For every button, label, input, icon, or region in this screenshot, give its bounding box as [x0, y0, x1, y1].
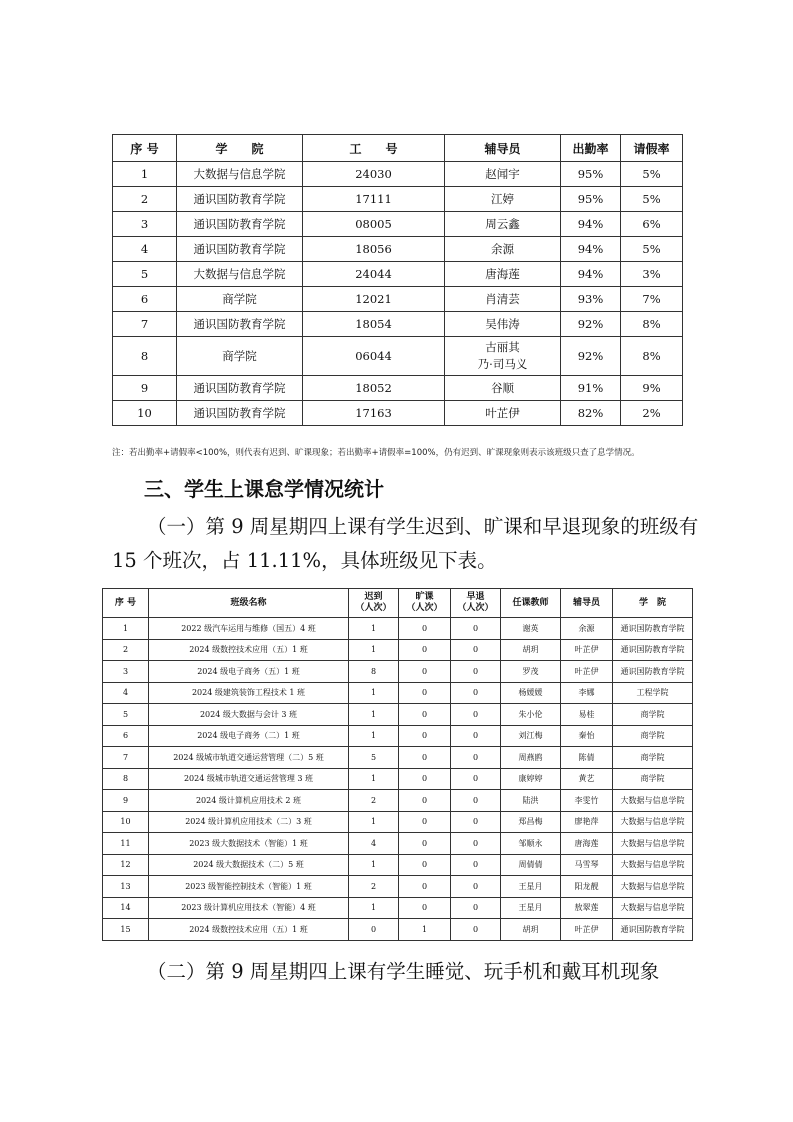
table-row — [103, 661, 693, 683]
cell-early-leave: 0 — [451, 897, 501, 919]
cell-college: 通识国防教育学院 — [177, 376, 303, 401]
header-counselor: 辅导员 — [445, 135, 561, 162]
cell-attendance-rate: 93% — [561, 287, 621, 312]
cell-attendance-rate: 95% — [561, 162, 621, 187]
cell-index: 9 — [113, 376, 177, 401]
cell-index: 2 — [103, 639, 149, 661]
cell-early-leave: 0 — [451, 747, 501, 769]
cell-counselor: 江婷 — [445, 187, 561, 212]
cell-counselor: 余源 — [445, 237, 561, 262]
cell-late: 1 — [349, 618, 399, 640]
table-row — [103, 919, 693, 941]
cell-absent: 0 — [399, 639, 451, 661]
cell-absent: 0 — [399, 704, 451, 726]
cell-staff-id: 08005 — [303, 212, 445, 237]
cell-counselor: 吴伟涛 — [445, 312, 561, 337]
cell-early-leave: 0 — [451, 768, 501, 790]
cell-college: 通识国防教育学院 — [613, 639, 693, 661]
cell-teacher: 罗茂 — [501, 661, 561, 683]
cell-counselor: 易桂 — [561, 704, 613, 726]
cell-leave-rate: 3% — [621, 262, 683, 287]
table-header-row — [113, 135, 683, 162]
cell-index: 13 — [103, 876, 149, 898]
cell-teacher: 王星月 — [501, 876, 561, 898]
cell-college: 大数据与信息学院 — [177, 162, 303, 187]
cell-college: 工程学院 — [613, 682, 693, 704]
cell-early-leave: 0 — [451, 854, 501, 876]
cell-counselor: 廖艳萍 — [561, 811, 613, 833]
cell-class-name: 2024 级数控技术应用（五）1 班 — [149, 919, 349, 941]
cell-late: 2 — [349, 790, 399, 812]
cell-early-leave: 0 — [451, 704, 501, 726]
cell-staff-id: 18054 — [303, 312, 445, 337]
cell-late: 1 — [349, 854, 399, 876]
cell-teacher: 陆洪 — [501, 790, 561, 812]
table-row — [103, 747, 693, 769]
table-row — [113, 287, 683, 312]
cell-index: 6 — [113, 287, 177, 312]
cell-index: 7 — [113, 312, 177, 337]
cell-absent: 0 — [399, 790, 451, 812]
cell-counselor: 赵闻宇 — [445, 162, 561, 187]
header-index: 序 号 — [103, 589, 149, 618]
cell-absent: 0 — [399, 876, 451, 898]
cell-index: 15 — [103, 919, 149, 941]
cell-counselor: 敖翠莲 — [561, 897, 613, 919]
cell-leave-rate: 5% — [621, 162, 683, 187]
cell-counselor: 余源 — [561, 618, 613, 640]
cell-index: 10 — [113, 401, 177, 426]
cell-leave-rate: 8% — [621, 312, 683, 337]
cell-teacher: 刘江梅 — [501, 725, 561, 747]
table-row — [103, 725, 693, 747]
cell-absent: 0 — [399, 897, 451, 919]
cell-counselor: 李雯竹 — [561, 790, 613, 812]
cell-staff-id: 18052 — [303, 376, 445, 401]
paragraph-sleeping-phones: （二）第 9 周星期四上课有学生睡觉、玩手机和戴耳机现象 — [147, 960, 660, 983]
cell-class-name: 2024 级大数据技术（二）5 班 — [149, 854, 349, 876]
header-late: 迟到 （人次） — [349, 589, 399, 618]
cell-attendance-rate: 95% — [561, 187, 621, 212]
cell-class-name: 2024 级大数据与会计 3 班 — [149, 704, 349, 726]
cell-attendance-rate: 94% — [561, 237, 621, 262]
cell-leave-rate: 5% — [621, 237, 683, 262]
cell-counselor: 唐海莲 — [561, 833, 613, 855]
cell-class-name: 2024 级建筑装饰工程技术 1 班 — [149, 682, 349, 704]
table-row — [113, 376, 683, 401]
cell-staff-id: 24044 — [303, 262, 445, 287]
paragraph-late-absence: （一）第 9 周星期四上课有学生迟到、旷课和早退现象的班级有 15 个班次，占 11.11%，具体班级见下表。 — [112, 515, 699, 572]
cell-late: 1 — [349, 811, 399, 833]
cell-leave-rate: 9% — [621, 376, 683, 401]
cell-teacher: 杨媛媛 — [501, 682, 561, 704]
cell-absent: 0 — [399, 682, 451, 704]
cell-attendance-rate: 94% — [561, 212, 621, 237]
cell-absent: 0 — [399, 811, 451, 833]
cell-index: 7 — [103, 747, 149, 769]
cell-index: 2 — [113, 187, 177, 212]
cell-staff-id: 17111 — [303, 187, 445, 212]
cell-counselor: 唐海莲 — [445, 262, 561, 287]
cell-counselor — [445, 337, 561, 376]
header-college: 学 院 — [613, 589, 693, 618]
cell-college: 通识国防教育学院 — [177, 212, 303, 237]
table-row — [103, 897, 693, 919]
table-row — [113, 312, 683, 337]
table-row — [113, 237, 683, 262]
table-row — [103, 790, 693, 812]
cell-attendance-rate: 92% — [561, 337, 621, 376]
cell-late: 1 — [349, 897, 399, 919]
cell-index: 1 — [103, 618, 149, 640]
cell-college: 大数据与信息学院 — [177, 262, 303, 287]
cell-class-name: 2024 级电子商务（五）1 班 — [149, 661, 349, 683]
cell-staff-id: 24030 — [303, 162, 445, 187]
cell-counselor: 叶芷伊 — [561, 661, 613, 683]
cell-college: 商学院 — [177, 337, 303, 376]
table-row — [103, 833, 693, 855]
header-attendance-rate: 出勤率 — [561, 135, 621, 162]
cell-teacher: 郑昌梅 — [501, 811, 561, 833]
cell-text: 古丽其 乃·司马义 — [477, 340, 528, 371]
cell-late: 4 — [349, 833, 399, 855]
cell-teacher: 王星月 — [501, 897, 561, 919]
section-heading: 三、学生上课怠学情况统计 — [144, 477, 384, 501]
cell-college: 通识国防教育学院 — [613, 661, 693, 683]
table-header-row — [103, 589, 693, 618]
cell-college: 大数据与信息学院 — [613, 811, 693, 833]
cell-counselor: 周云鑫 — [445, 212, 561, 237]
cell-counselor: 马雪琴 — [561, 854, 613, 876]
cell-staff-id: 17163 — [303, 401, 445, 426]
cell-early-leave: 0 — [451, 682, 501, 704]
cell-college: 商学院 — [613, 725, 693, 747]
counselor-attendance-table — [112, 134, 683, 426]
cell-counselor: 肖清芸 — [445, 287, 561, 312]
header-staff-id: 工 号 — [303, 135, 445, 162]
cell-attendance-rate: 91% — [561, 376, 621, 401]
cell-index: 4 — [113, 237, 177, 262]
cell-early-leave: 0 — [451, 919, 501, 941]
cell-late: 1 — [349, 704, 399, 726]
cell-staff-id: 12021 — [303, 287, 445, 312]
cell-index: 1 — [113, 162, 177, 187]
cell-index: 5 — [103, 704, 149, 726]
cell-college: 商学院 — [613, 704, 693, 726]
cell-late: 5 — [349, 747, 399, 769]
cell-college: 通识国防教育学院 — [613, 919, 693, 941]
cell-teacher: 康婷婷 — [501, 768, 561, 790]
cell-index: 10 — [103, 811, 149, 833]
cell-early-leave: 0 — [451, 725, 501, 747]
cell-college: 通识国防教育学院 — [177, 237, 303, 262]
header-early-leave: 早退 （人次） — [451, 589, 501, 618]
cell-college: 商学院 — [613, 768, 693, 790]
cell-class-name: 2024 级城市轨道交通运营管理（二）5 班 — [149, 747, 349, 769]
cell-college: 商学院 — [613, 747, 693, 769]
table-row — [113, 212, 683, 237]
cell-counselor: 谷顺 — [445, 376, 561, 401]
cell-counselor: 叶芷伊 — [445, 401, 561, 426]
cell-college: 大数据与信息学院 — [613, 854, 693, 876]
cell-early-leave: 0 — [451, 811, 501, 833]
header-teacher: 任课教师 — [501, 589, 561, 618]
cell-early-leave: 0 — [451, 661, 501, 683]
header-counselor: 辅导员 — [561, 589, 613, 618]
cell-late: 8 — [349, 661, 399, 683]
table-row — [113, 187, 683, 212]
cell-early-leave: 0 — [451, 790, 501, 812]
cell-index: 9 — [103, 790, 149, 812]
header-class-name: 班级名称 — [149, 589, 349, 618]
cell-class-name: 2024 级计算机应用技术 2 班 — [149, 790, 349, 812]
cell-teacher: 谢英 — [501, 618, 561, 640]
table-row — [113, 262, 683, 287]
cell-early-leave: 0 — [451, 639, 501, 661]
cell-class-name: 2023 级计算机应用技术（智能）4 班 — [149, 897, 349, 919]
table-row — [103, 768, 693, 790]
cell-absent: 0 — [399, 725, 451, 747]
table-row — [113, 401, 683, 426]
cell-absent: 0 — [399, 768, 451, 790]
cell-late: 2 — [349, 876, 399, 898]
cell-counselor: 叶芷伊 — [561, 639, 613, 661]
cell-counselor: 李娜 — [561, 682, 613, 704]
cell-teacher: 邹顺永 — [501, 833, 561, 855]
cell-teacher: 胡玥 — [501, 919, 561, 941]
cell-class-name: 2024 级城市轨道交通运营管理 3 班 — [149, 768, 349, 790]
cell-index: 5 — [113, 262, 177, 287]
cell-teacher: 周倩倩 — [501, 854, 561, 876]
cell-class-name: 2024 级数控技术应用（五）1 班 — [149, 639, 349, 661]
cell-absent: 0 — [399, 833, 451, 855]
cell-absent: 0 — [399, 854, 451, 876]
cell-class-name: 2023 级智能控制技术（智能）1 班 — [149, 876, 349, 898]
cell-counselor: 陈倩 — [561, 747, 613, 769]
cell-counselor: 秦怡 — [561, 725, 613, 747]
header-absent: 旷课 （人次） — [399, 589, 451, 618]
cell-teacher: 胡玥 — [501, 639, 561, 661]
cell-staff-id: 06044 — [303, 337, 445, 376]
cell-college: 通识国防教育学院 — [177, 187, 303, 212]
cell-attendance-rate: 82% — [561, 401, 621, 426]
cell-college: 大数据与信息学院 — [613, 876, 693, 898]
cell-class-name: 2022 级汽车运用与维修（国五）4 班 — [149, 618, 349, 640]
cell-college: 通识国防教育学院 — [177, 401, 303, 426]
cell-index: 14 — [103, 897, 149, 919]
cell-teacher: 朱小伦 — [501, 704, 561, 726]
table-row — [113, 162, 683, 187]
cell-index: 8 — [113, 337, 177, 376]
cell-absent: 0 — [399, 747, 451, 769]
cell-leave-rate: 2% — [621, 401, 683, 426]
header-leave-rate: 请假率 — [621, 135, 683, 162]
cell-college: 大数据与信息学院 — [613, 897, 693, 919]
cell-college: 通识国防教育学院 — [613, 618, 693, 640]
cell-attendance-rate: 92% — [561, 312, 621, 337]
cell-counselor: 叶芷伊 — [561, 919, 613, 941]
cell-leave-rate: 5% — [621, 187, 683, 212]
cell-college: 大数据与信息学院 — [613, 833, 693, 855]
cell-absent: 1 — [399, 919, 451, 941]
cell-staff-id: 18056 — [303, 237, 445, 262]
cell-index: 4 — [103, 682, 149, 704]
header-college: 学 院 — [177, 135, 303, 162]
cell-early-leave: 0 — [451, 618, 501, 640]
cell-teacher: 周燕鸥 — [501, 747, 561, 769]
cell-college: 通识国防教育学院 — [177, 312, 303, 337]
cell-college: 大数据与信息学院 — [613, 790, 693, 812]
cell-index: 8 — [103, 768, 149, 790]
table-footnote: 注：若出勤率+请假率<100%，则代表有迟到、旷课现象；若出勤率+请假率=100%，仍有迟到、旷课现象则表示该班级只查了息学情况。 — [112, 448, 640, 458]
table-row — [103, 876, 693, 898]
table-row — [103, 682, 693, 704]
class-lateness-table — [102, 588, 693, 941]
table-row — [103, 811, 693, 833]
cell-attendance-rate: 94% — [561, 262, 621, 287]
cell-late: 1 — [349, 768, 399, 790]
cell-class-name: 2024 级计算机应用技术（二）3 班 — [149, 811, 349, 833]
cell-early-leave: 0 — [451, 876, 501, 898]
cell-class-name: 2023 级大数据技术（智能）1 班 — [149, 833, 349, 855]
cell-early-leave: 0 — [451, 833, 501, 855]
cell-index: 11 — [103, 833, 149, 855]
cell-college: 商学院 — [177, 287, 303, 312]
table-row — [113, 337, 683, 376]
cell-class-name: 2024 级电子商务（二）1 班 — [149, 725, 349, 747]
table-row — [103, 618, 693, 640]
cell-counselor: 黄艺 — [561, 768, 613, 790]
cell-index: 6 — [103, 725, 149, 747]
header-index: 序 号 — [113, 135, 177, 162]
cell-absent: 0 — [399, 661, 451, 683]
cell-late: 1 — [349, 682, 399, 704]
cell-index: 12 — [103, 854, 149, 876]
cell-leave-rate: 7% — [621, 287, 683, 312]
cell-index: 3 — [103, 661, 149, 683]
cell-leave-rate: 8% — [621, 337, 683, 376]
table-row — [103, 704, 693, 726]
cell-leave-rate: 6% — [621, 212, 683, 237]
table-row — [103, 854, 693, 876]
cell-late: 1 — [349, 725, 399, 747]
cell-index: 3 — [113, 212, 177, 237]
table-row — [103, 639, 693, 661]
cell-absent: 0 — [399, 618, 451, 640]
cell-late: 1 — [349, 639, 399, 661]
cell-late: 0 — [349, 919, 399, 941]
cell-counselor: 阳龙靓 — [561, 876, 613, 898]
